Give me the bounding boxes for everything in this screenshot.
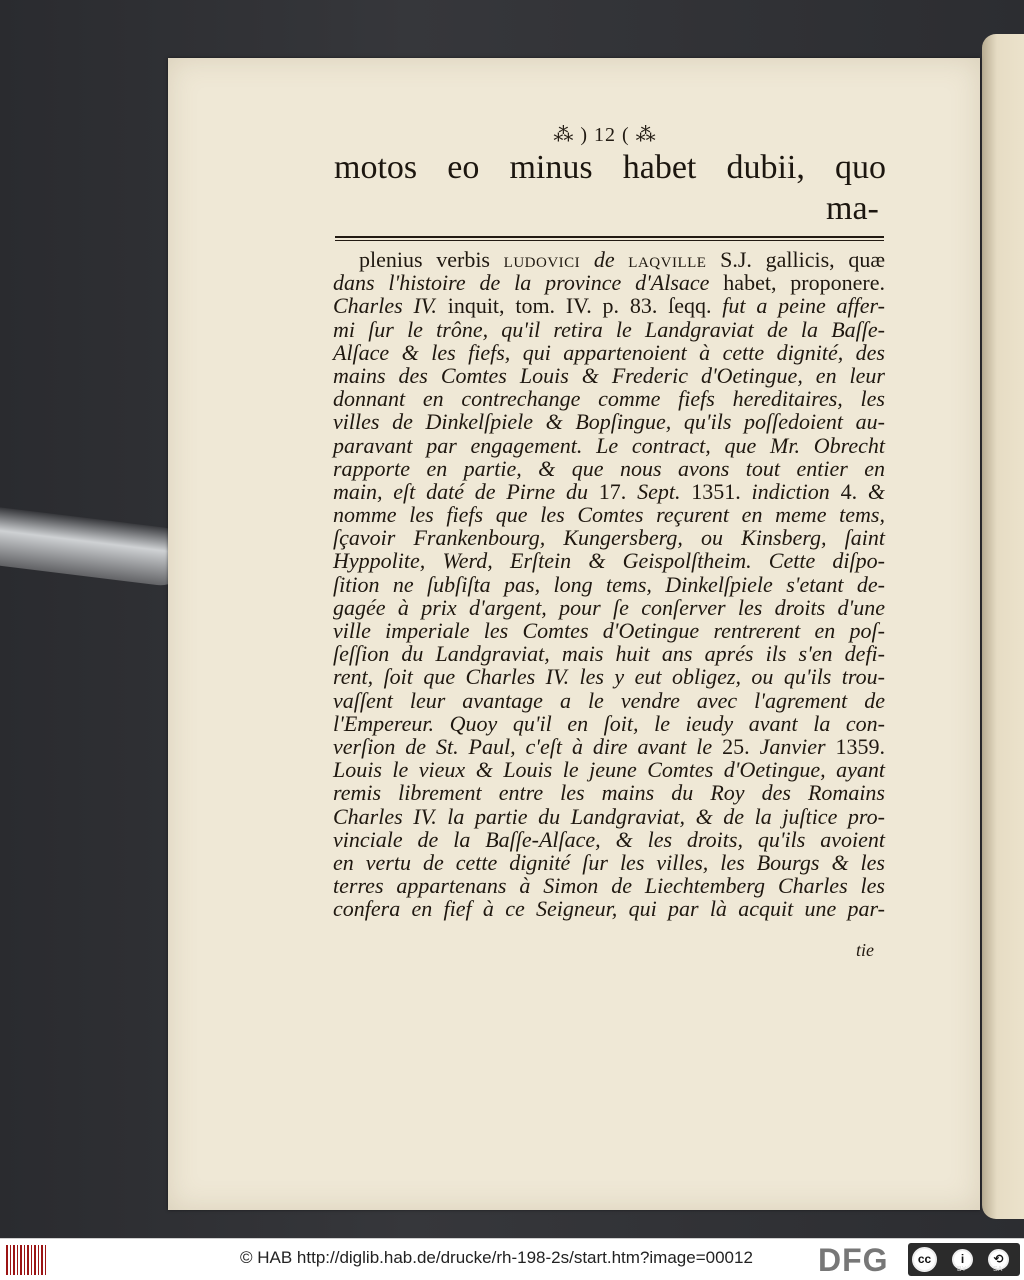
text-run: Hyppolite, Werd, Erſtein & Geispolſtheim. Cette diſpo- [333,548,885,574]
text-run: 1351. [691,478,741,504]
text-run: Alſace & les fiefs, qui appartenoient à cette dignité, des [333,339,885,365]
by-attribution-icon: i [952,1249,973,1270]
text-run: 4. [840,478,858,504]
viewer-footer [0,1238,1024,1280]
text-run: Janvier [749,733,836,759]
text-line [333,874,885,897]
text-run: remis librement entre les mains du Roy des Romains [333,780,885,806]
text-run: ſition ne ſubſiſta pas, long tems, Dinkelſpiele s'etant de- [333,571,885,597]
text-line [333,619,885,642]
text-run: vinciale de la Baſſe-Alſace, & les droits, qu'ils avoient [333,826,885,852]
text-run: ludovici [503,247,581,272]
text-line [333,271,885,294]
text-run: ſçavoir Frankenbourg, Kungersberg, ou Kinsberg, ſaint [333,525,885,551]
text-line [333,781,885,804]
text-line [333,410,885,433]
catch-line-end: ma- [826,190,879,227]
text-run: vaſſent leur avantage a le vendre avec l'agrement de [333,687,885,713]
text-run: gagée à prix d'argent, pour ſe conſerver les droits d'une [333,594,885,620]
text-run: villes de Dinkelſpiele & Bopſingue, qu'ils poſſedoient au- [333,409,885,435]
text-line [333,735,885,758]
text-run: indiction [740,478,841,504]
credit-link[interactable]: © HAB http://diglib.hab.de/drucke/rh-198-2s/start.htm?image=00012 [240,1248,753,1267]
body-text [333,248,885,920]
text-run: inquit, tom. IV. p. 83. ſeqq. [436,293,723,319]
cc-icon: cc [912,1247,937,1272]
text-run: & [857,478,885,504]
text-run: Sept. [626,478,692,504]
text-line [333,758,885,781]
text-run: en vertu de cette dignité ſur les villes, les Bourgs & les [333,849,885,875]
text-line [333,897,885,920]
text-run: rent, ſoit que Charles IV. les y eut obligez, ou qu'ils trou- [333,664,885,690]
facing-page-edge [982,34,1024,1219]
text-line [333,805,885,828]
text-run: 1359. [835,733,886,759]
text-run: laqville [628,247,707,272]
text-line [333,480,885,503]
text-run: Louis le vieux & Louis le jeune Comtes d'Oetingue, ayant [333,757,885,783]
text-run: Charles IV. la partie du Landgraviat, & de la juſtice pro- [333,803,885,829]
text-run: plenius verbis [359,247,504,272]
text-run: verſion de St. Paul, c'eſt à dire avant le [333,733,723,759]
text-run: mi ſur le trône, qu'il retira le Landgraviat de la Baſſe- [333,316,885,342]
text-line [333,712,885,735]
by-label: BY [957,1266,967,1273]
hab-barcode-logo [6,1245,48,1275]
text-run: paravant par engagement. Le contract, que Mr. Obrecht [333,432,885,458]
header-rule-thin [335,240,884,241]
text-line [333,596,885,619]
text-line [333,248,885,271]
text-run: fut a peine affer- [722,293,885,319]
text-run: Charles IV. [333,293,437,319]
text-run: rapporte en partie, & que nous avons tout entier en [333,455,885,481]
share-alike-icon: ⟲ [988,1249,1009,1270]
catch-line: motos eo minus habet dubii, quo [334,149,886,186]
text-line [333,294,885,317]
header-rule [335,236,884,238]
text-run: donnant en contrechange comme fiefs hereditaires, les [333,386,885,412]
text-line [333,526,885,549]
running-head: ⁂ ) 12 ( ⁂ [553,124,657,146]
sa-label: SA [993,1266,1003,1273]
catchword: tie [856,940,874,960]
text-line [333,689,885,712]
text-run: ſeſſion du Landgraviat, mais huit ans aprés ils s'en defi- [333,641,885,667]
text-run: S.J. gallicis, quæ [706,247,885,272]
text-line [333,665,885,688]
text-run: mains des Comtes Louis & Frederic d'Oetingue, en leur [333,362,885,388]
text-run: dans l'histoire de la province d'Alsace [333,270,710,296]
text-run: 25. [722,733,750,759]
text-line [333,434,885,457]
text-run: confera en fief à ce Seigneur, qui par là acquit une par- [333,896,885,922]
cc-license-badge[interactable] [908,1243,1020,1276]
text-line [333,387,885,410]
text-line [333,851,885,874]
text-line [333,503,885,526]
text-run: nomme les fiefs que les Comtes reçurent en meme tems, [333,502,885,528]
text-run: main, eſt daté de Pirne du [333,478,599,504]
text-run: 17. [598,478,627,504]
text-run: habet, proponere. [709,270,885,296]
dfg-logo: DFG [818,1242,889,1278]
text-run: ville imperiale les Comtes d'Oetingue rentrerent en poſ- [333,618,885,643]
text-line [333,573,885,596]
glass-reflection [0,505,193,588]
text-run: terres appartenans à Simon de Liechtemberg Charles les [333,873,885,899]
text-run: l'Empereur. Quoy qu'il en ſoit, le ieudy avant la con- [333,710,885,736]
text-line [333,457,885,480]
text-line [333,828,885,851]
text-line [333,341,885,364]
text-line [333,642,885,665]
text-line [333,549,885,572]
text-line [333,318,885,341]
text-run: de [580,247,629,272]
text-line [333,364,885,387]
